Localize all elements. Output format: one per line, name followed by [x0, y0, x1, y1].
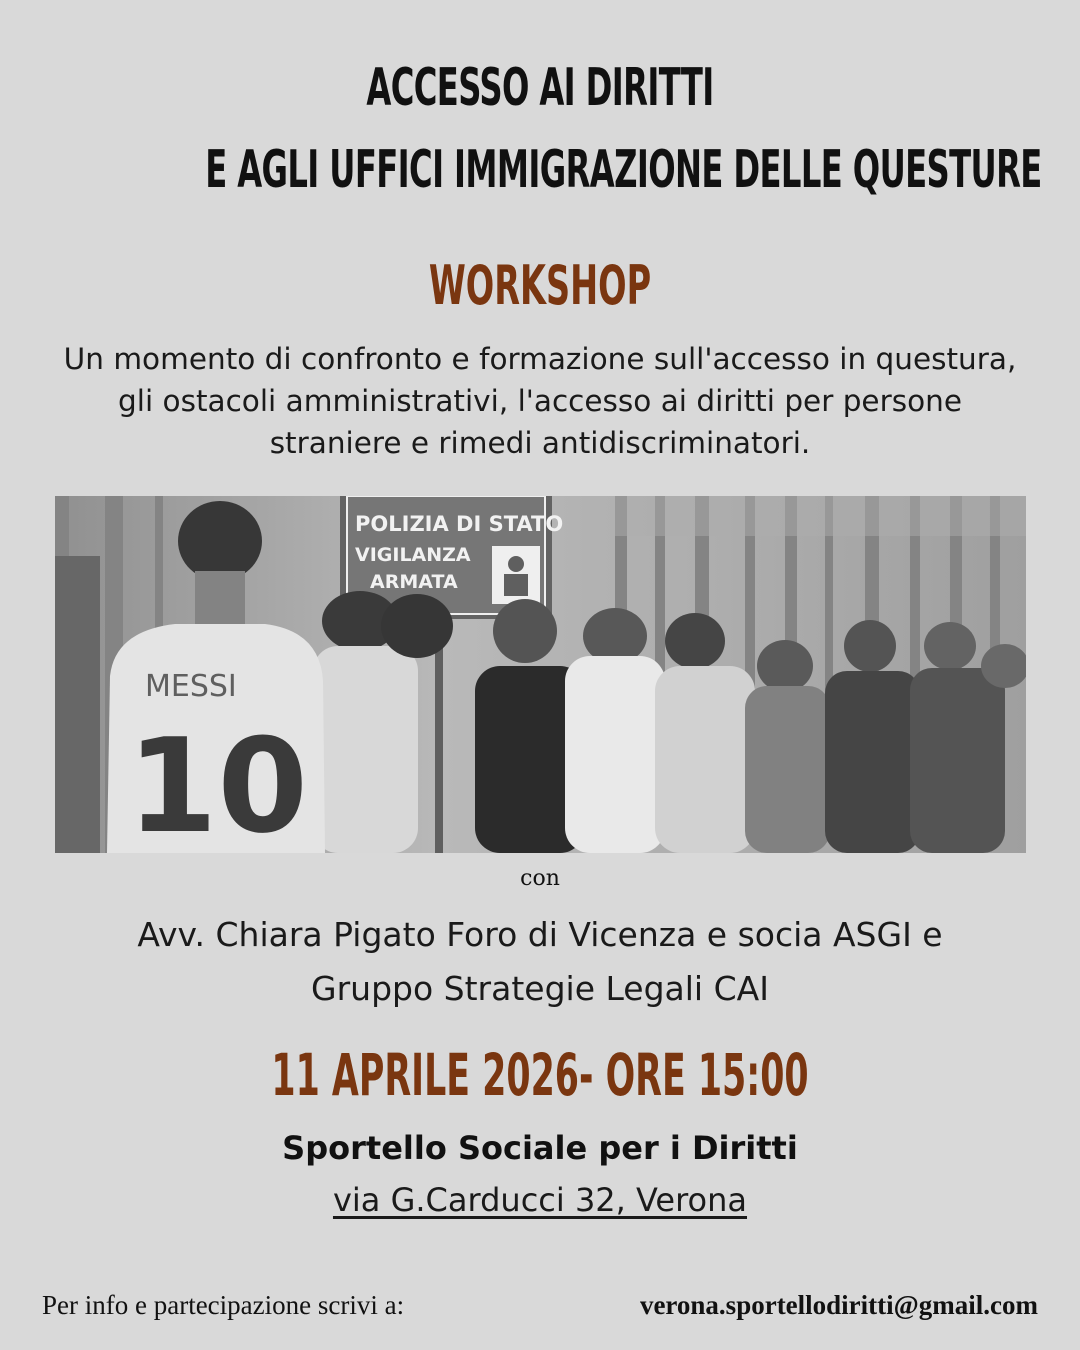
speaker-line-1: Avv. Chiara Pigato Foro di Vicenza e socia ASGI e [137, 915, 943, 954]
contact-email-link[interactable]: verona.sportellodiritti@gmail.com [639, 1290, 1038, 1320]
sign-text-3: ARMATA [370, 571, 458, 593]
speaker-info [40, 908, 1040, 1016]
with-label: con [520, 866, 560, 891]
event-photo [55, 496, 1026, 853]
venue-address-link[interactable]: via G.Carducci 32, Verona [332, 1181, 748, 1219]
workshop-label: WORKSHOP [428, 254, 652, 317]
event-date-time: 11 APRILE 2026- ORE 15:00 [271, 1041, 809, 1109]
speaker-line-2: Gruppo Strategie Legali CAI [311, 969, 769, 1008]
event-description: Un momento di confronto e formazione sull'accesso in questura, gli ostacoli amministrativi, l'accesso ai diritti per persone straniere e rimedi antidiscriminatori. [63, 342, 1017, 460]
jersey-number: 10 [127, 710, 308, 853]
venue-address-container [0, 1178, 1080, 1222]
venue-name: Sportello Sociale per i Diritti [282, 1129, 798, 1167]
title-line-1: ACCESSO AI DIRITTI [366, 58, 714, 118]
info-label: Per info e partecipazione scrivi a: [42, 1290, 405, 1320]
jersey-name: MESSI [145, 669, 237, 704]
sign-text-2: VIGILANZA [355, 544, 471, 566]
sign-text-1: POLIZIA DI STATO [355, 512, 564, 536]
title-line-2: E AGLI UFFICI IMMIGRAZIONE DELLE QUESTURE [205, 140, 1042, 200]
